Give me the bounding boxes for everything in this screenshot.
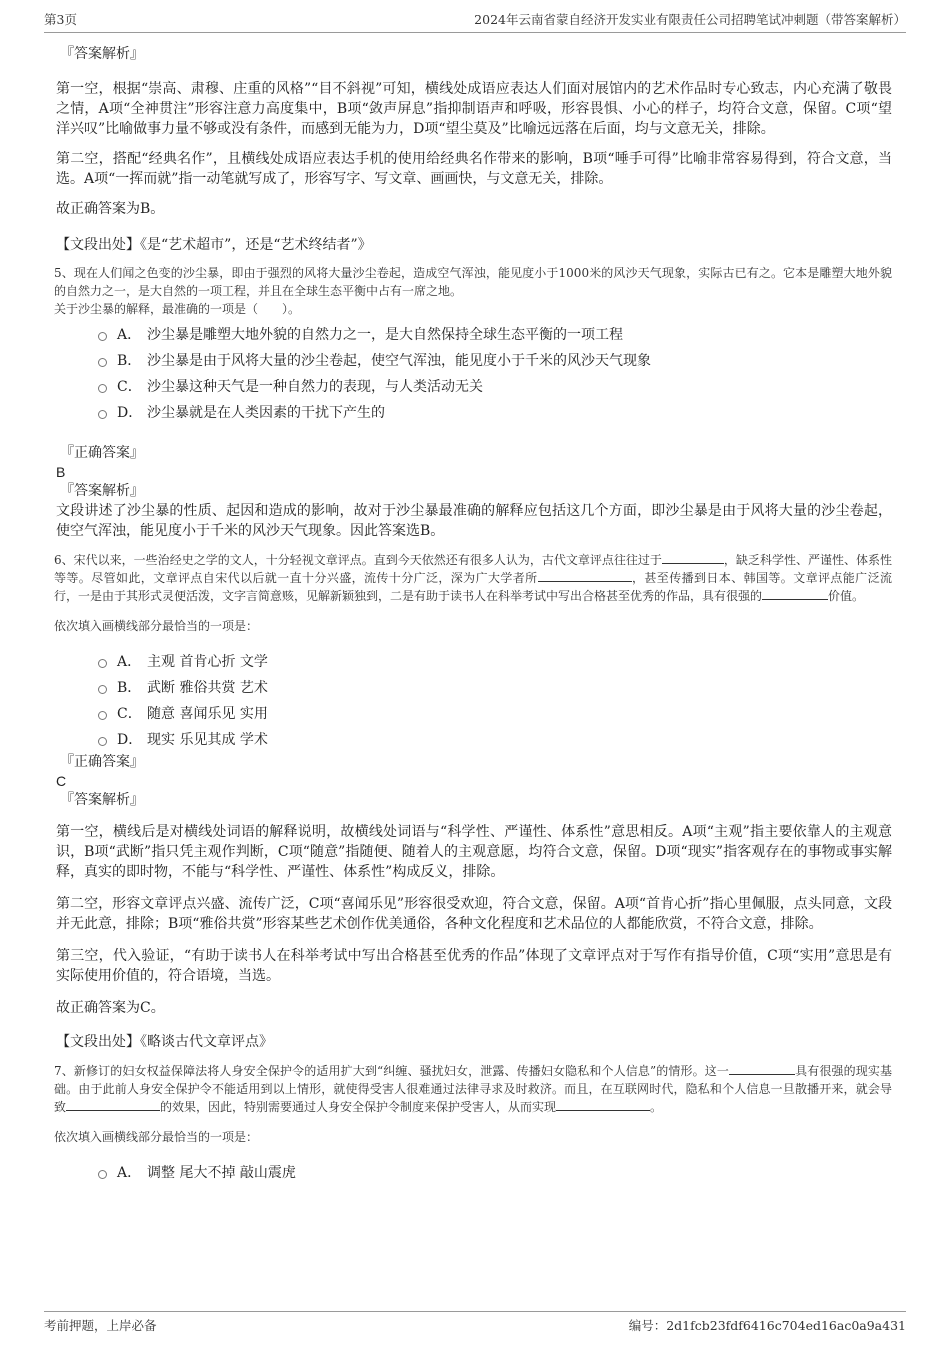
radio-icon[interactable] xyxy=(98,685,107,694)
radio-icon[interactable] xyxy=(98,737,107,746)
document-id: 编号：2d1fcb23fdf6416c704ed16ac0a9a431 xyxy=(628,1318,906,1333)
radio-icon[interactable] xyxy=(98,659,107,668)
q4-source: 【文段出处】《是“艺术超市”，还是“艺术终结者”》 xyxy=(56,237,372,253)
q6-source: 【文段出处】《略谈古代文章评点》 xyxy=(56,1034,273,1050)
radio-icon[interactable] xyxy=(98,358,107,367)
q5-question-text: 5、现在人们闻之色变的沙尘暴，即由于强烈的风将大量沙尘卷起，造成空气浑浊，能见度小于1000米的风沙天气现象，实际古已有之。它本是雕塑大地外貌的自然力之一，是大自然的一项工程，并且在全球生态平衡中占有一席之地。 xyxy=(54,266,892,298)
q6-option-c[interactable]: C． 随意 喜闻乐见 实用 xyxy=(98,700,892,726)
footer-slogan: 考前押题，上岸必备 xyxy=(44,1318,157,1333)
q6-answer-label: 『正确答案』 xyxy=(60,754,144,770)
q6-analysis-para2: 第二空，形容文章评点兴盛、流传广泛，C项“喜闻乐见”形容很受欢迎，符合文意，保留。A项“首肯心折”指心里佩服，点头同意，文段并无此意，排除；B项“雅俗共赏”形容某些艺术创作优美通俗，各种文化程度和艺术品位的人都能欣赏，不符合文意，排除。 xyxy=(56,896,892,932)
q4-analysis-label: 『答案解析』 xyxy=(60,46,144,62)
q4-conclusion: 故正确答案为B。 xyxy=(56,201,165,217)
q6-prompt: 依次填入画横线部分最恰当的一项是： xyxy=(54,619,259,633)
radio-icon[interactable] xyxy=(98,1170,107,1179)
q6-option-b[interactable]: B． 武断 雅俗共赏 艺术 xyxy=(98,674,892,700)
q6-analysis-para3: 第三空，代入验证，“有助于读书人在科举考试中写出合格甚至优秀的作品”体现了文章评点对于写作有指导价值，C项“实用”意思是有实际使用价值的，符合语境，当选。 xyxy=(56,948,892,984)
radio-icon[interactable] xyxy=(98,384,107,393)
q6-options xyxy=(56,648,892,752)
q5-options xyxy=(56,321,892,425)
q6-conclusion: 故正确答案为C。 xyxy=(56,1000,165,1016)
blank-3 xyxy=(556,1098,650,1111)
q5-option-a[interactable]: A． 沙尘暴是雕塑大地外貌的自然力之一，是大自然保持全球生态平衡的一项工程 xyxy=(98,321,892,347)
q6-analysis-para1: 第一空，横线后是对横线处词语的解释说明，故横线处词语与“科学性、严谨性、体系性”意思相反。A项“主观”指主要依靠人的主观意识，B项“武断”指只凭主观作判断，C项“随意”指随便、随着人的主观意愿，均符合文意，保留。D项“现实”指客观存在的事物或事实解释，真实的即时物，不能与“科学性、严谨性、体系性”构成反义，排除。 xyxy=(56,824,892,880)
q5-answer: B xyxy=(56,464,66,480)
blank-1 xyxy=(729,1062,795,1075)
radio-icon[interactable] xyxy=(98,410,107,419)
q5-option-b[interactable]: B． 沙尘暴是由于风将大量的沙尘卷起，使空气浑浊，能见度小于千米的风沙天气现象 xyxy=(98,347,892,373)
q7-prompt: 依次填入画横线部分最恰当的一项是： xyxy=(54,1130,259,1144)
q4-analysis-para1: 第一空，根据“崇高、肃穆、庄重的风格”“目不斜视”可知，横线处成语应表达人们面对展馆内的艺术作品时专心致志，内心充满了敬畏之情，A项“全神贯注”形容注意力高度集中，B项“敛声屏息”指抑制语声和呼吸，形容畏惧、小心的样子，均符合文意，保留。C项“望洋兴叹”比喻做事力量不够或没有条件，而感到无能为力，D项“望尘莫及”比喻远远落在后面，均与文意无关，排除。 xyxy=(56,81,892,137)
radio-icon[interactable] xyxy=(98,332,107,341)
q6-option-a[interactable]: A． 主观 首肯心折 文学 xyxy=(98,648,892,674)
page-number: 第3页 xyxy=(44,12,77,27)
q4-analysis-para2: 第二空，搭配“经典名作”，且横线处成语应表达手机的使用给经典名作带来的影响，B项“唾手可得”比喻非常容易得到，符合文意，当选。A项“一挥而就”指一动笔就写成了，形容写字、写文章、画画快，与文意无关，排除。 xyxy=(56,151,892,187)
q7-option-a[interactable]: A． 调整 尾大不掉 敲山震虎 xyxy=(98,1159,892,1185)
page-header xyxy=(44,10,906,33)
document-title: 2024年云南省蒙自经济开发实业有限责任公司招聘笔试冲刺题（带答案解析） xyxy=(474,12,906,27)
q5-answer-label: 『正确答案』 xyxy=(60,445,144,461)
q5-option-c[interactable]: C． 沙尘暴这种天气是一种自然力的表现，与人类活动无关 xyxy=(98,373,892,399)
page-content xyxy=(56,44,892,1185)
q5-prompt: 关于沙尘暴的解释，最准确的一项是（ ）。 xyxy=(54,302,301,316)
page-footer xyxy=(44,1311,906,1334)
blank-2 xyxy=(538,569,632,582)
radio-icon[interactable] xyxy=(98,711,107,720)
blank-3 xyxy=(762,587,828,600)
q6-question-text: 6、宋代以来，一些治经史之学的文人，十分轻视文章评点。直到今天依然还有很多人认为，古代文章评点往往过于 ，缺乏科学性、严谨性、体系性等等。尽管如此，文章评点自宋代以后就一直十分兴盛，流传十分广泛，深为广大学者所 ，甚至传播到日本、韩国等。文章评点能广泛流行，一是由于其形式灵便活泼，文字言简意赅，见解新颖独到，二是有助于读书人在科举考试中写出合格甚至优秀的作品，具有很强的 价值。 xyxy=(54,553,892,603)
blank-1 xyxy=(662,551,724,564)
blank-2 xyxy=(66,1098,160,1111)
q5-analysis: 文段讲述了沙尘暴的性质、起因和造成的影响，故对于沙尘暴最准确的解释应包括这几个方面，即沙尘暴是由于风将大量的沙尘卷起，使空气浑浊，能见度小于千米的风沙天气现象。因此答案选B。 xyxy=(56,503,892,539)
q5-analysis-label: 『答案解析』 xyxy=(60,483,144,499)
q7-question-text: 7、新修订的妇女权益保障法将人身安全保护令的适用扩大到“纠缠、骚扰妇女，泄露、传播妇女隐私和个人信息”的情形。这一 具有很强的现实基础。由于此前人身安全保护令不能适用到以上情形，就使得受害人很难通过法律寻求及时救济。而且，在互联网时代，隐私和个人信息一旦散播开来，就会导致 的效果，因此，特别需要通过人身安全保护令制度来保护受害人，从而实现 。 xyxy=(54,1064,892,1114)
q6-analysis-label: 『答案解析』 xyxy=(60,792,144,808)
q5-option-d[interactable]: D． 沙尘暴就是在人类因素的干扰下产生的 xyxy=(98,399,892,425)
q6-option-d[interactable]: D． 现实 乐见其成 学术 xyxy=(98,726,892,752)
q7-options xyxy=(56,1159,892,1185)
q6-answer: C xyxy=(56,773,67,789)
